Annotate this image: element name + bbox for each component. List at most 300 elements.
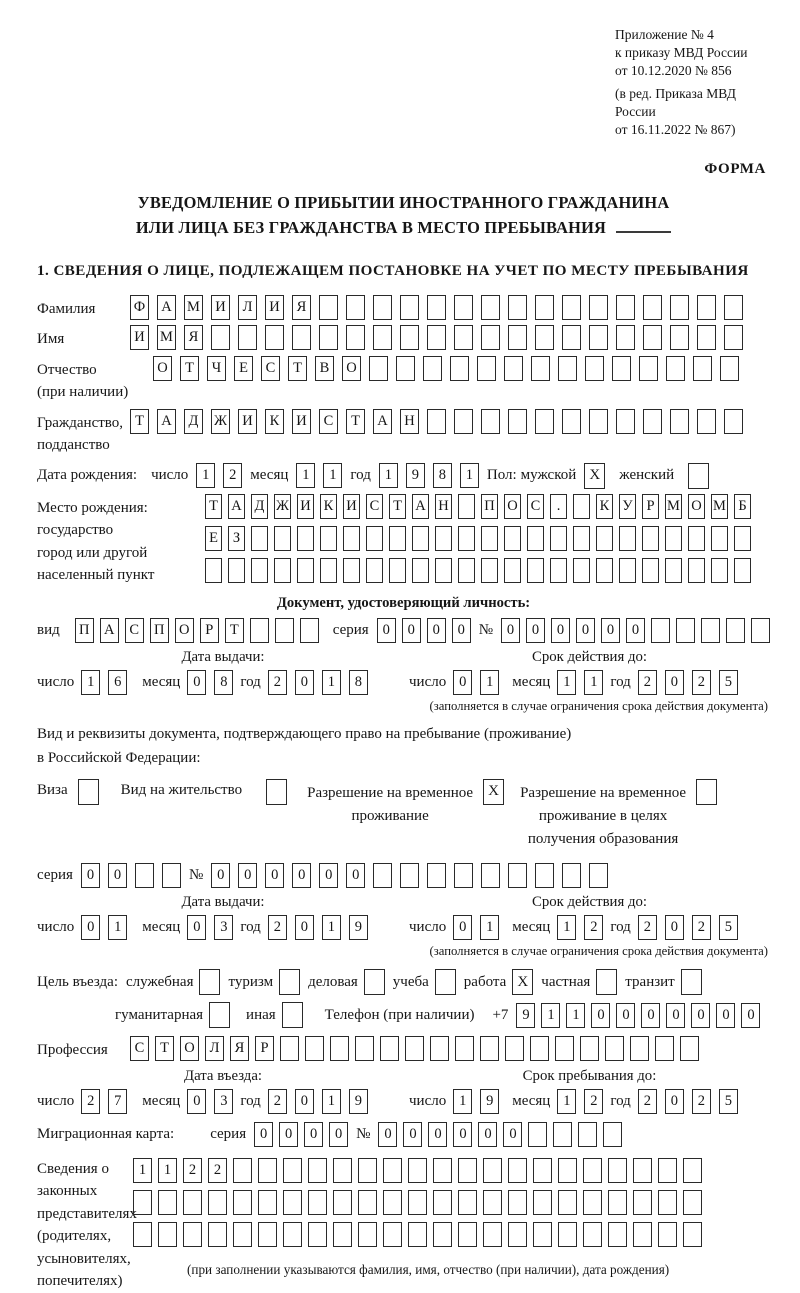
form-cell[interactable] [481,295,500,320]
form-cell[interactable] [454,409,473,434]
form-cell[interactable] [688,526,705,551]
form-cell[interactable] [430,1036,449,1061]
form-cell[interactable] [412,558,429,583]
form-cell[interactable]: 0 [503,1122,522,1147]
form-cell[interactable]: 9 [406,463,425,488]
form-cell[interactable] [550,526,567,551]
form-cell[interactable] [697,295,716,320]
form-cell[interactable]: О [175,618,194,643]
temp-residence-checkbox[interactable]: X [483,779,504,805]
form-cell[interactable] [183,1190,202,1215]
form-cell[interactable]: С [527,494,544,519]
form-cell[interactable]: 0 [329,1122,348,1147]
form-cell[interactable]: Н [400,409,419,434]
form-cell[interactable] [711,558,728,583]
form-cell[interactable] [535,295,554,320]
form-cell[interactable]: 1 [460,463,479,488]
form-cell[interactable] [258,1222,277,1247]
form-cell[interactable]: 0 [427,618,446,643]
form-cell[interactable]: 2 [81,1089,100,1114]
form-cell[interactable] [251,526,268,551]
form-cell[interactable]: Т [180,356,199,381]
form-cell[interactable] [274,526,291,551]
form-cell[interactable] [427,325,446,350]
form-cell[interactable] [724,409,743,434]
form-cell[interactable] [400,295,419,320]
form-cell[interactable]: В [315,356,334,381]
form-cell[interactable]: 0 [741,1003,760,1028]
form-cell[interactable] [688,558,705,583]
form-cell[interactable]: 0 [691,1003,710,1028]
form-cell[interactable]: 0 [265,863,284,888]
form-cell[interactable]: О [504,494,521,519]
form-cell[interactable]: 1 [322,670,341,695]
form-cell[interactable] [670,295,689,320]
form-cell[interactable]: А [100,618,119,643]
form-cell[interactable] [427,409,446,434]
form-cell[interactable]: 9 [480,1089,499,1114]
form-cell[interactable] [639,356,658,381]
form-cell[interactable] [408,1222,427,1247]
form-cell[interactable] [343,558,360,583]
form-cell[interactable] [275,618,294,643]
form-cell[interactable] [535,325,554,350]
form-cell[interactable] [720,356,739,381]
form-cell[interactable] [508,295,527,320]
form-cell[interactable]: Т [130,409,149,434]
form-cell[interactable]: 1 [566,1003,585,1028]
form-cell[interactable] [724,325,743,350]
form-cell[interactable]: 0 [81,915,100,940]
form-cell[interactable]: 0 [428,1122,447,1147]
form-cell[interactable] [265,325,284,350]
form-cell[interactable]: 1 [108,915,127,940]
form-cell[interactable] [583,1158,602,1183]
form-cell[interactable]: 2 [183,1158,202,1183]
form-cell[interactable]: 2 [268,1089,287,1114]
form-cell[interactable]: 1 [322,1089,341,1114]
visa-checkbox[interactable] [78,779,99,805]
form-cell[interactable]: 0 [591,1003,610,1028]
form-cell[interactable] [480,1036,499,1061]
form-cell[interactable] [373,863,392,888]
form-cell[interactable]: 1 [379,463,398,488]
form-cell[interactable] [504,558,521,583]
form-cell[interactable] [580,1036,599,1061]
form-cell[interactable]: 0 [211,863,230,888]
form-cell[interactable] [734,558,751,583]
form-cell[interactable] [208,1222,227,1247]
form-cell[interactable]: 0 [295,915,314,940]
form-cell[interactable]: 0 [641,1003,660,1028]
form-cell[interactable]: 5 [719,1089,738,1114]
form-cell[interactable]: О [342,356,361,381]
form-cell[interactable] [343,526,360,551]
form-cell[interactable] [527,558,544,583]
form-cell[interactable]: Р [642,494,659,519]
form-cell[interactable] [504,356,523,381]
form-cell[interactable] [454,863,473,888]
form-cell[interactable] [651,618,670,643]
form-cell[interactable] [658,1190,677,1215]
form-cell[interactable] [527,526,544,551]
form-cell[interactable]: М [665,494,682,519]
form-cell[interactable]: 8 [349,670,368,695]
form-cell[interactable] [676,618,695,643]
form-cell[interactable]: М [184,295,203,320]
form-cell[interactable] [292,325,311,350]
form-cell[interactable] [412,526,429,551]
form-cell[interactable] [297,526,314,551]
form-cell[interactable]: И [238,409,257,434]
form-cell[interactable]: 1 [557,670,576,695]
form-cell[interactable]: А [373,409,392,434]
form-cell[interactable] [251,558,268,583]
form-cell[interactable] [616,325,635,350]
form-cell[interactable]: И [130,325,149,350]
form-cell[interactable]: П [481,494,498,519]
form-cell[interactable]: 2 [208,1158,227,1183]
form-cell[interactable]: К [265,409,284,434]
form-cell[interactable] [558,356,577,381]
form-cell[interactable] [589,295,608,320]
form-cell[interactable]: 0 [665,1089,684,1114]
form-cell[interactable] [405,1036,424,1061]
form-cell[interactable] [608,1222,627,1247]
form-cell[interactable]: 1 [480,670,499,695]
form-cell[interactable] [481,863,500,888]
form-cell[interactable]: Ф [130,295,149,320]
form-cell[interactable]: И [265,295,284,320]
form-cell[interactable] [605,1036,624,1061]
form-cell[interactable] [283,1222,302,1247]
form-cell[interactable] [589,325,608,350]
form-cell[interactable] [734,526,751,551]
form-cell[interactable]: 0 [279,1122,298,1147]
form-cell[interactable]: 1 [453,1089,472,1114]
form-cell[interactable]: 0 [319,863,338,888]
form-cell[interactable] [158,1222,177,1247]
form-cell[interactable]: П [150,618,169,643]
form-cell[interactable]: 0 [402,618,421,643]
form-cell[interactable] [589,409,608,434]
form-cell[interactable] [642,526,659,551]
purpose-study-checkbox[interactable] [435,969,456,995]
form-cell[interactable] [427,295,446,320]
form-cell[interactable] [596,558,613,583]
form-cell[interactable] [528,1122,547,1147]
form-cell[interactable] [283,1158,302,1183]
form-cell[interactable]: О [688,494,705,519]
form-cell[interactable] [633,1222,652,1247]
form-cell[interactable] [454,325,473,350]
form-cell[interactable]: 0 [526,618,545,643]
form-cell[interactable] [724,295,743,320]
form-cell[interactable] [726,618,745,643]
form-cell[interactable] [619,558,636,583]
form-cell[interactable] [396,356,415,381]
form-cell[interactable] [454,295,473,320]
form-cell[interactable] [297,558,314,583]
form-cell[interactable] [433,1190,452,1215]
form-cell[interactable]: 1 [133,1158,152,1183]
form-cell[interactable]: 0 [377,618,396,643]
form-cell[interactable] [305,1036,324,1061]
form-cell[interactable]: Д [184,409,203,434]
form-cell[interactable]: 0 [403,1122,422,1147]
form-cell[interactable] [346,295,365,320]
form-cell[interactable] [583,1190,602,1215]
form-cell[interactable] [366,558,383,583]
form-cell[interactable] [693,356,712,381]
form-cell[interactable] [642,558,659,583]
form-cell[interactable]: 0 [81,863,100,888]
form-cell[interactable] [658,1222,677,1247]
form-cell[interactable] [389,526,406,551]
form-cell[interactable] [423,356,442,381]
form-cell[interactable] [162,863,181,888]
form-cell[interactable] [608,1190,627,1215]
form-cell[interactable] [133,1190,152,1215]
form-cell[interactable]: 0 [108,863,127,888]
form-cell[interactable]: Т [346,409,365,434]
form-cell[interactable] [333,1190,352,1215]
form-cell[interactable]: К [320,494,337,519]
form-cell[interactable] [630,1036,649,1061]
form-cell[interactable] [481,526,498,551]
gender-male-checkbox[interactable]: X [584,463,605,489]
form-cell[interactable] [683,1222,702,1247]
form-cell[interactable] [583,1222,602,1247]
form-cell[interactable] [258,1190,277,1215]
form-cell[interactable]: 0 [295,670,314,695]
form-cell[interactable] [562,863,581,888]
form-cell[interactable] [133,1222,152,1247]
form-cell[interactable]: 0 [601,618,620,643]
form-cell[interactable]: 0 [254,1122,273,1147]
form-cell[interactable] [573,494,590,519]
form-cell[interactable]: Ж [211,409,230,434]
form-cell[interactable] [555,1036,574,1061]
form-cell[interactable] [508,325,527,350]
form-cell[interactable]: Т [389,494,406,519]
form-cell[interactable] [697,409,716,434]
form-cell[interactable] [383,1158,402,1183]
form-cell[interactable]: 9 [349,915,368,940]
form-cell[interactable]: 2 [223,463,242,488]
form-cell[interactable] [530,1036,549,1061]
form-cell[interactable]: К [596,494,613,519]
form-cell[interactable] [383,1222,402,1247]
form-cell[interactable] [562,409,581,434]
form-cell[interactable] [400,325,419,350]
form-cell[interactable] [508,1190,527,1215]
form-cell[interactable] [483,1158,502,1183]
form-cell[interactable] [533,1158,552,1183]
form-cell[interactable] [481,558,498,583]
form-cell[interactable]: 1 [557,915,576,940]
form-cell[interactable] [250,618,269,643]
form-cell[interactable]: 0 [238,863,257,888]
form-cell[interactable]: Р [255,1036,274,1061]
form-cell[interactable] [458,558,475,583]
form-cell[interactable] [585,356,604,381]
form-cell[interactable] [358,1190,377,1215]
form-cell[interactable] [258,1158,277,1183]
form-cell[interactable] [643,409,662,434]
form-cell[interactable] [680,1036,699,1061]
form-cell[interactable] [435,558,452,583]
form-cell[interactable]: 2 [268,670,287,695]
form-cell[interactable]: Т [205,494,222,519]
form-cell[interactable]: 2 [692,915,711,940]
form-cell[interactable]: 0 [665,915,684,940]
form-cell[interactable]: 0 [346,863,365,888]
residence-permit-checkbox[interactable] [266,779,287,805]
form-cell[interactable] [373,325,392,350]
form-cell[interactable] [389,558,406,583]
form-cell[interactable] [483,1190,502,1215]
form-cell[interactable] [308,1190,327,1215]
form-cell[interactable] [670,325,689,350]
form-cell[interactable] [558,1190,577,1215]
form-cell[interactable] [369,356,388,381]
form-cell[interactable]: 0 [187,915,206,940]
form-cell[interactable]: 0 [501,618,520,643]
form-cell[interactable] [366,526,383,551]
form-cell[interactable] [308,1222,327,1247]
form-cell[interactable] [558,1158,577,1183]
form-cell[interactable] [608,1158,627,1183]
form-cell[interactable]: 3 [214,915,233,940]
form-cell[interactable]: 0 [378,1122,397,1147]
form-cell[interactable] [319,325,338,350]
form-cell[interactable]: Я [292,295,311,320]
form-cell[interactable]: Р [200,618,219,643]
form-cell[interactable] [508,409,527,434]
form-cell[interactable]: А [228,494,245,519]
form-cell[interactable] [183,1222,202,1247]
form-cell[interactable] [508,1222,527,1247]
form-cell[interactable]: 1 [158,1158,177,1183]
purpose-private-checkbox[interactable] [596,969,617,995]
form-cell[interactable] [408,1190,427,1215]
form-cell[interactable] [320,526,337,551]
form-cell[interactable]: 2 [692,670,711,695]
form-cell[interactable] [508,863,527,888]
form-cell[interactable]: 0 [665,670,684,695]
form-cell[interactable] [233,1158,252,1183]
form-cell[interactable] [333,1222,352,1247]
form-cell[interactable] [683,1158,702,1183]
form-cell[interactable]: Л [238,295,257,320]
form-cell[interactable]: 0 [616,1003,635,1028]
form-cell[interactable]: Я [230,1036,249,1061]
temp-residence-edu-checkbox[interactable] [696,779,717,805]
form-cell[interactable]: Ч [207,356,226,381]
form-cell[interactable] [358,1222,377,1247]
form-cell[interactable]: А [157,295,176,320]
form-cell[interactable]: 0 [551,618,570,643]
form-cell[interactable] [683,1190,702,1215]
form-cell[interactable] [711,526,728,551]
form-cell[interactable] [208,1190,227,1215]
form-cell[interactable]: Н [435,494,452,519]
form-cell[interactable]: М [711,494,728,519]
form-cell[interactable]: У [619,494,636,519]
form-cell[interactable] [455,1036,474,1061]
form-cell[interactable] [533,1222,552,1247]
form-cell[interactable]: О [153,356,172,381]
form-cell[interactable] [751,618,770,643]
form-cell[interactable]: 0 [453,1122,472,1147]
form-cell[interactable] [619,526,636,551]
form-cell[interactable]: 0 [295,1089,314,1114]
form-cell[interactable]: Е [205,526,222,551]
form-cell[interactable] [458,526,475,551]
form-cell[interactable]: 0 [304,1122,323,1147]
form-cell[interactable]: Д [251,494,268,519]
form-cell[interactable] [477,356,496,381]
form-cell[interactable]: И [292,409,311,434]
form-cell[interactable]: И [343,494,360,519]
form-cell[interactable] [346,325,365,350]
form-cell[interactable] [670,409,689,434]
form-cell[interactable] [238,325,257,350]
form-cell[interactable] [205,558,222,583]
form-cell[interactable]: 5 [719,670,738,695]
purpose-tourism-checkbox[interactable] [279,969,300,995]
form-cell[interactable] [550,558,567,583]
form-cell[interactable] [589,863,608,888]
form-cell[interactable] [158,1190,177,1215]
form-cell[interactable]: 1 [196,463,215,488]
form-cell[interactable]: 1 [81,670,100,695]
form-cell[interactable]: С [366,494,383,519]
purpose-transit-checkbox[interactable] [681,969,702,995]
form-cell[interactable]: 1 [541,1003,560,1028]
form-cell[interactable]: 6 [108,670,127,695]
form-cell[interactable]: С [261,356,280,381]
form-cell[interactable]: 7 [108,1089,127,1114]
form-cell[interactable]: Е [234,356,253,381]
form-cell[interactable] [612,356,631,381]
form-cell[interactable]: С [125,618,144,643]
form-cell[interactable] [483,1222,502,1247]
form-cell[interactable] [633,1158,652,1183]
form-cell[interactable] [562,325,581,350]
form-cell[interactable] [596,526,613,551]
form-cell[interactable] [330,1036,349,1061]
form-cell[interactable]: 0 [716,1003,735,1028]
form-cell[interactable] [558,1222,577,1247]
form-cell[interactable] [665,558,682,583]
form-cell[interactable] [383,1190,402,1215]
form-cell[interactable] [553,1122,572,1147]
form-cell[interactable] [533,1190,552,1215]
form-cell[interactable] [274,558,291,583]
form-cell[interactable] [433,1222,452,1247]
form-cell[interactable] [655,1036,674,1061]
form-cell[interactable] [380,1036,399,1061]
form-cell[interactable] [358,1158,377,1183]
form-cell[interactable]: 2 [692,1089,711,1114]
form-cell[interactable] [531,356,550,381]
form-cell[interactable] [458,494,475,519]
form-cell[interactable] [658,1158,677,1183]
form-cell[interactable]: 1 [480,915,499,940]
form-cell[interactable]: И [297,494,314,519]
